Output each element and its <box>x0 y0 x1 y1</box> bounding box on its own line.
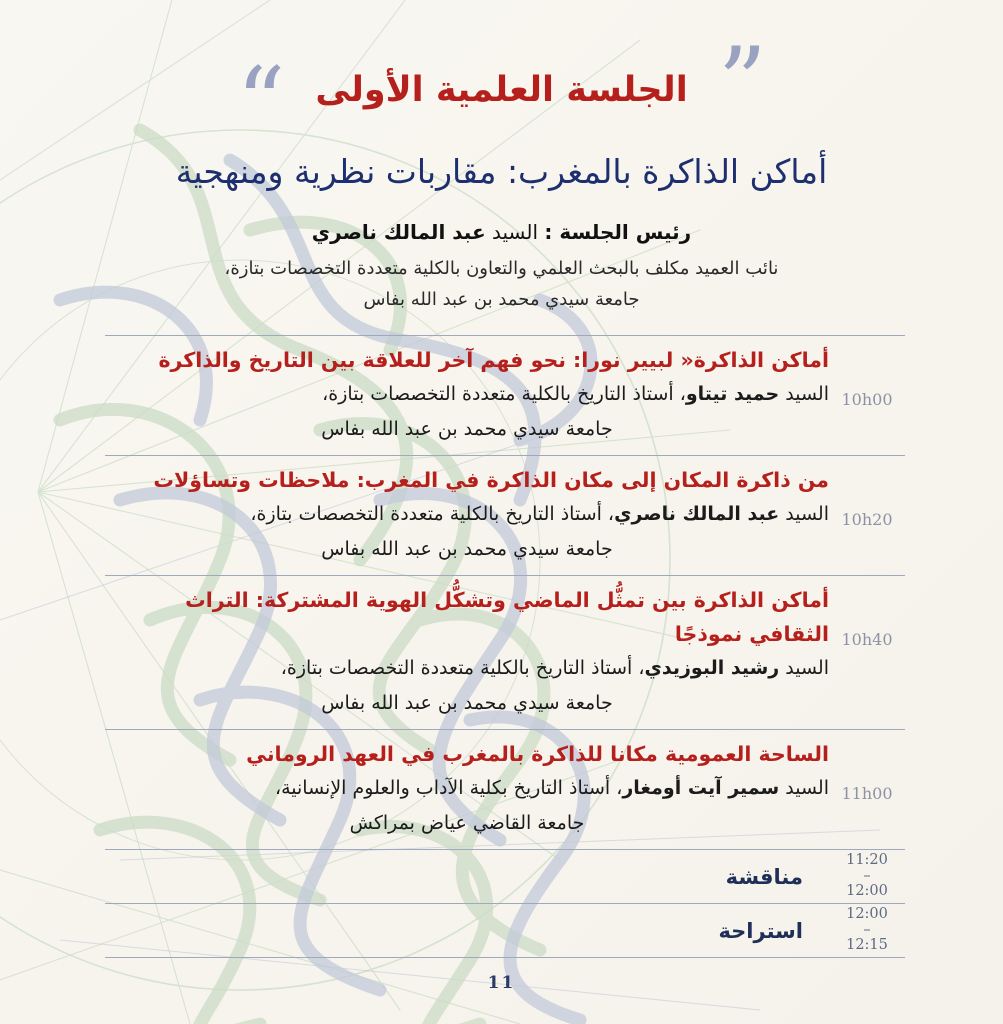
speaker-university: جامعة القاضي عياض بمراكش <box>349 812 585 834</box>
speaker-line <box>105 771 829 806</box>
entry-body <box>105 583 829 720</box>
discussion-time-start: 11:20 <box>846 852 888 869</box>
paper-title: الساحة العمومية مكانا للذاكرة بالمغرب في العهد الروماني <box>246 742 829 766</box>
speaker-honorific: السيد <box>785 383 829 405</box>
entry-body <box>105 343 829 446</box>
entry-body <box>105 463 829 566</box>
speaker-honorific: السيد <box>785 777 829 799</box>
session-header <box>0 27 1003 315</box>
break-time-end: 12:15 <box>846 937 888 954</box>
quote-open-icon: “ <box>236 47 286 159</box>
break-time-separator: – <box>863 921 871 938</box>
session-entry <box>105 575 905 729</box>
session-subtitle: أماكن الذاكرة بالمغرب: مقاربات نظرية ومنهجية <box>175 152 828 191</box>
entry-time: 11h00 <box>841 784 893 803</box>
quote-close-icon: ” <box>717 27 767 139</box>
entry-body <box>105 737 829 840</box>
speaker-name: عبد المالك ناصري <box>614 503 780 525</box>
chair-honorific: السيد <box>492 220 539 244</box>
speaker-university: جامعة سيدي محمد بن عبد الله بفاس <box>321 418 613 440</box>
speaker-name: رشيد البوزيدي <box>644 657 780 679</box>
speaker-role: ، أستاذ التاريخ بكلية الآداب والعلوم الإنسانية، <box>274 777 623 799</box>
entry-time: 10h40 <box>841 630 893 649</box>
chair-affiliation: نائب العميد مكلف بالبحث العلمي والتعاون بالكلية متعددة التخصصات بتازة، <box>224 258 779 279</box>
discussion-label: مناقشة <box>725 864 803 889</box>
chair-university: جامعة سيدي محمد بن عبد الله بفاس <box>363 289 640 310</box>
paper-title: أماكن الذاكرة« لبيير نورا: نحو فهم آخر للعلاقة بين التاريخ والذاكرة <box>158 348 829 372</box>
break-row <box>105 903 905 958</box>
discussion-time <box>829 850 905 903</box>
session-title: الجلسة العلمية الأولى <box>315 70 688 110</box>
session-title-row <box>0 27 1003 159</box>
page-number: 11 <box>487 973 516 993</box>
session-entry <box>105 455 905 575</box>
chair-block <box>0 217 1003 315</box>
page-footer <box>0 973 1003 993</box>
chair-role-label: رئيس الجلسة : <box>544 220 692 244</box>
speaker-name: حميد تيتاو <box>685 383 780 405</box>
chair-line <box>0 217 1003 248</box>
entry-time: 10h20 <box>841 510 893 529</box>
speaker-role: ، أستاذ التاريخ بالكلية متعددة التخصصات بتازة، <box>322 383 686 405</box>
schedule-table <box>105 335 905 958</box>
session-entry <box>105 729 905 849</box>
break-label: استراحة <box>718 918 803 943</box>
speaker-university: جامعة سيدي محمد بن عبد الله بفاس <box>321 692 613 714</box>
break-time-start: 12:00 <box>846 906 888 923</box>
speaker-honorific: السيد <box>785 657 829 679</box>
discussion-row <box>105 849 905 903</box>
speaker-role: ، أستاذ التاريخ بالكلية متعددة التخصصات بتازة، <box>250 503 615 525</box>
chair-name: عبد المالك ناصري <box>311 220 486 244</box>
discussion-time-separator: – <box>863 867 871 884</box>
speaker-line <box>105 377 829 412</box>
speaker-university: جامعة سيدي محمد بن عبد الله بفاس <box>321 538 613 560</box>
speaker-line <box>105 651 829 686</box>
speaker-name: سمير آيت أومغار <box>622 777 780 799</box>
paper-title: من ذاكرة المكان إلى مكان الذاكرة في المغرب: ملاحظات وتساؤلات <box>153 468 829 492</box>
entry-time: 10h00 <box>841 390 893 409</box>
discussion-time-end: 12:00 <box>846 883 888 900</box>
break-time <box>829 904 905 957</box>
speaker-role: ، أستاذ التاريخ بالكلية متعددة التخصصات بتازة، <box>280 657 645 679</box>
speaker-line <box>105 497 829 532</box>
session-entry <box>105 335 905 455</box>
speaker-honorific: السيد <box>785 503 829 525</box>
paper-title: أماكن الذاكرة بين تمثُّل الماضي وتشكُّل الهوية المشتركة: التراث الثقافي نموذجًا <box>185 588 829 646</box>
